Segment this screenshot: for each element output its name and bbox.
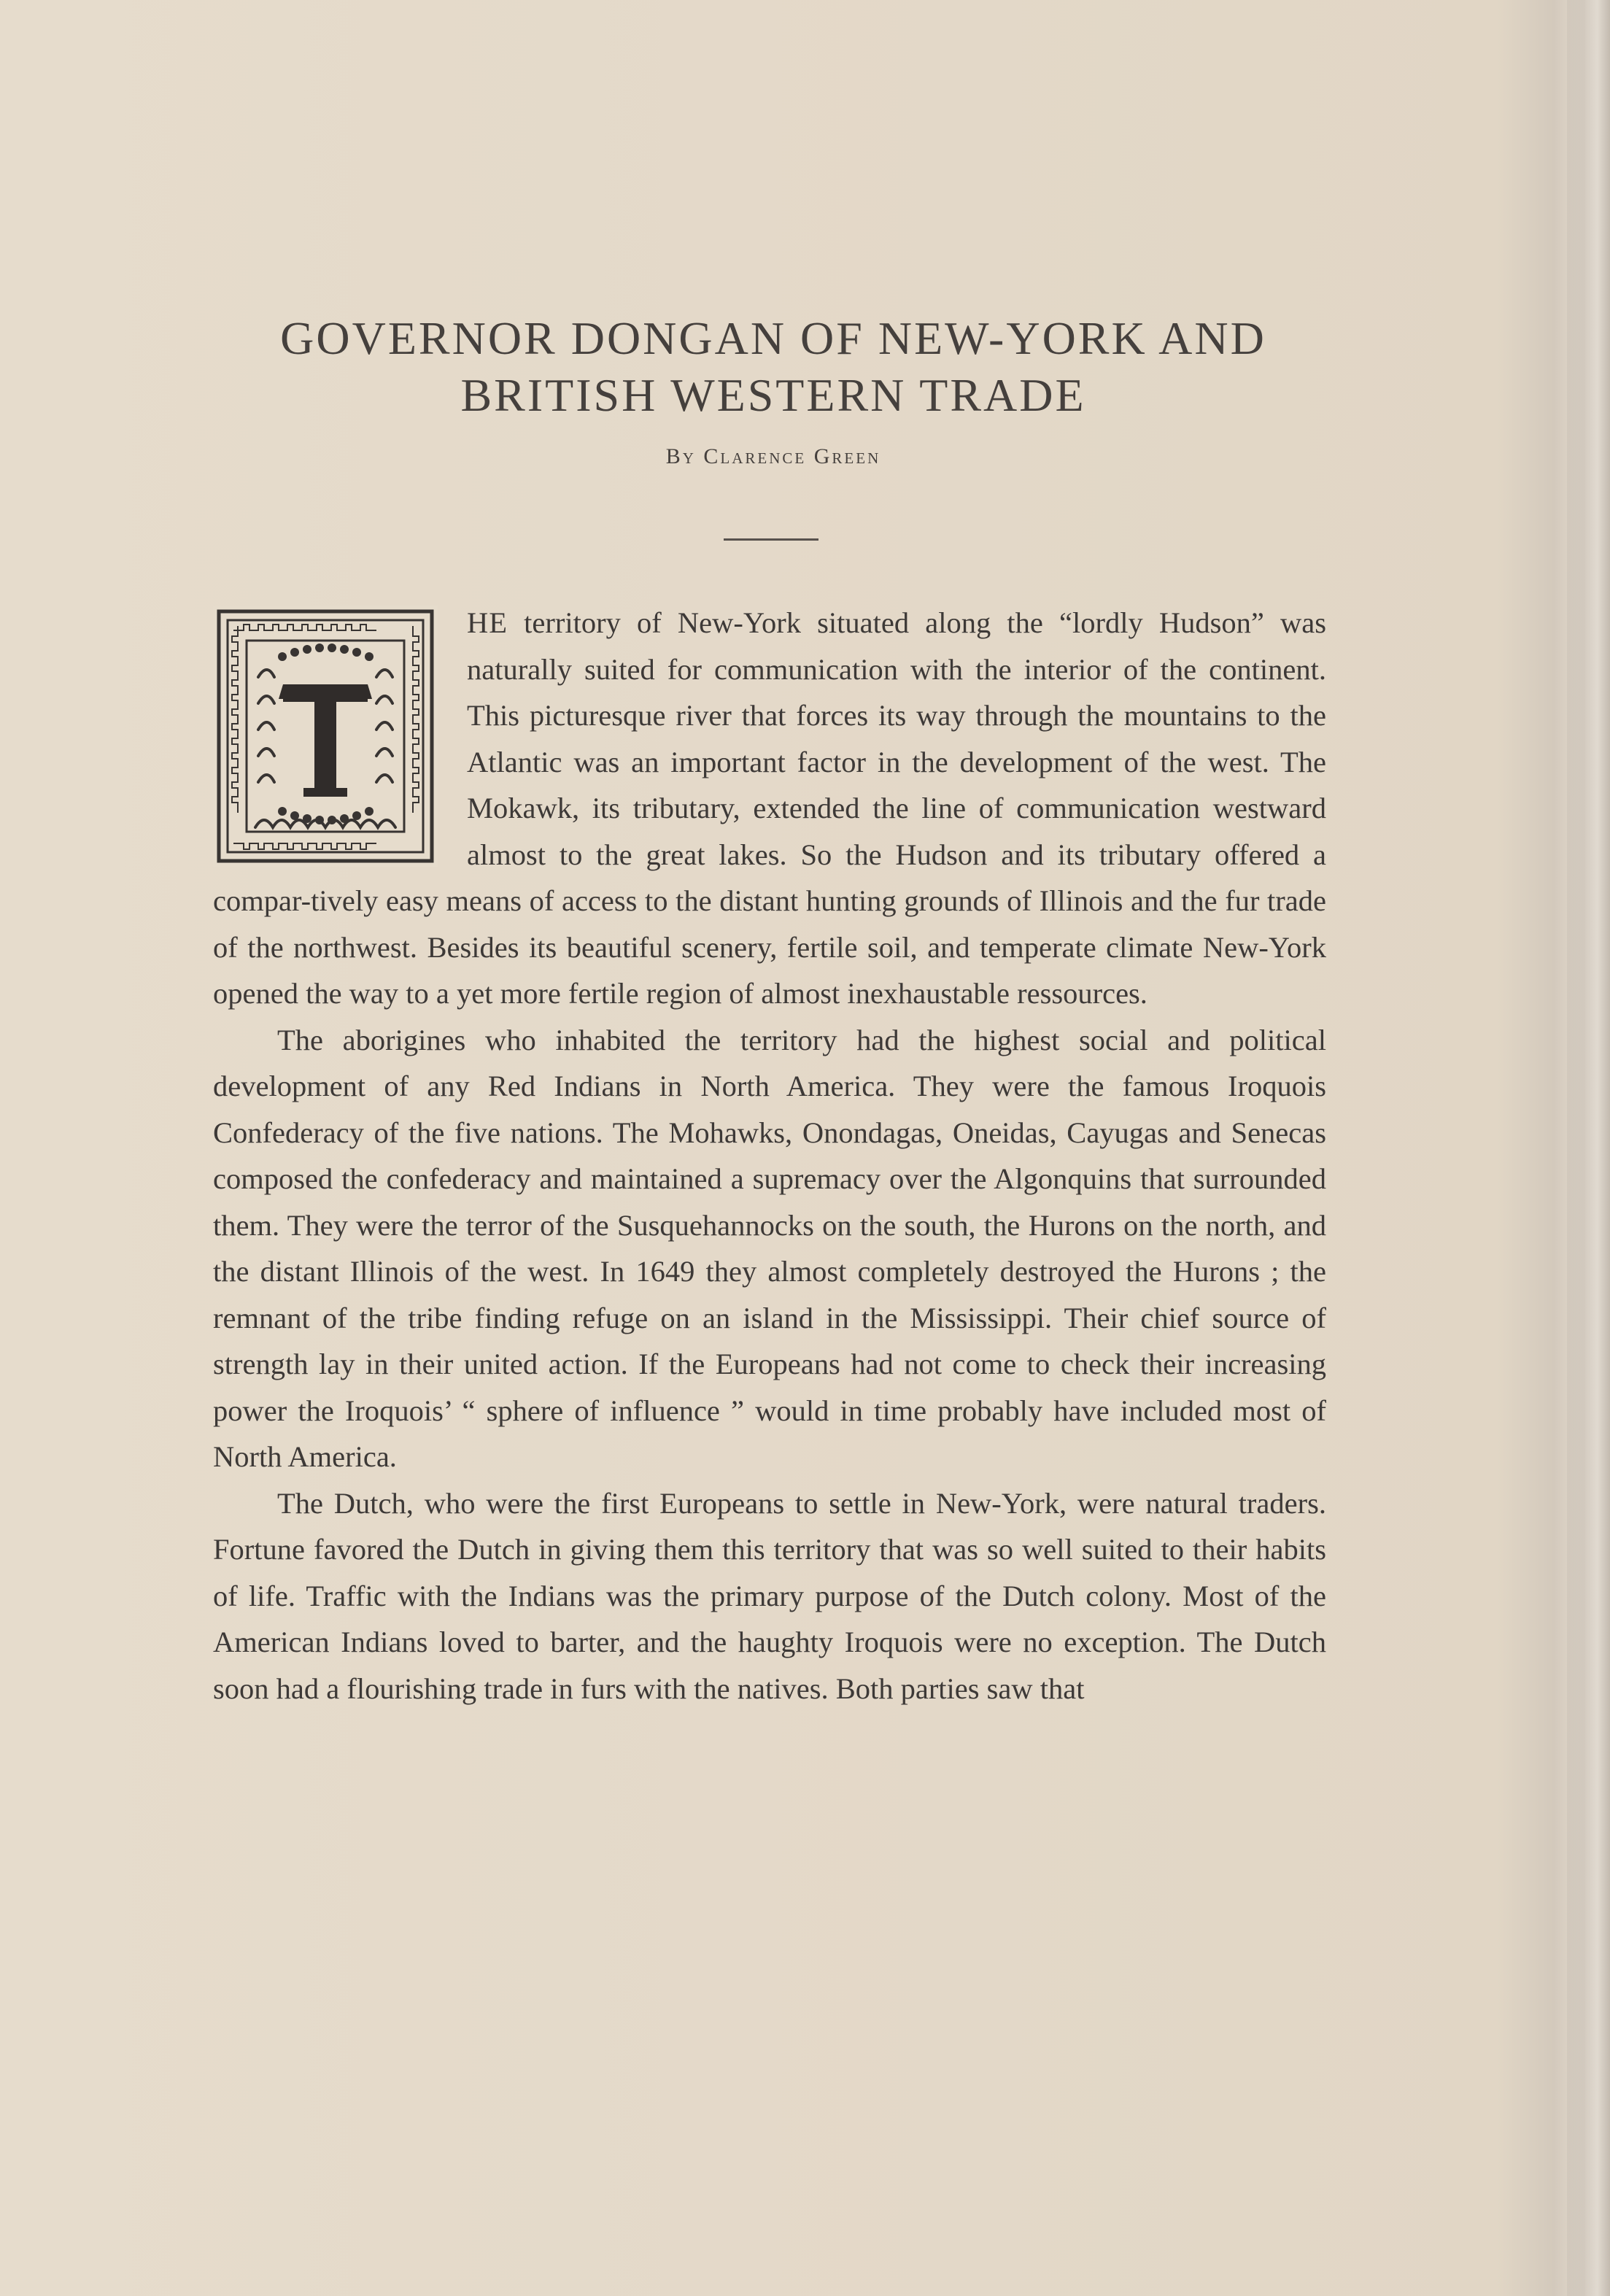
article-body <box>213 600 1326 1712</box>
paragraph-3: The Dutch, who were the first Europeans to settle in New-York, were natural traders. Fortune favored the Dutch in giving them this territory that was so well suited to their habits of life. Traffic with the Indians was the primary purpose of the Dutch colony. Most of the American Indians loved to barter, and the haughty Iroquois were no exception. The Dutch soon had a flourishing trade in furs with the natives. Both parties saw that <box>213 1486 1326 1705</box>
article-byline: By Clarence Green <box>665 444 881 468</box>
article-header <box>146 310 1401 469</box>
article-title-line-2: BRITISH WESTERN TRADE <box>460 369 1086 421</box>
paragraph-1-lead: HE <box>467 606 508 639</box>
article-title-line-1: GOVERNOR DONGAN OF NEW-YORK AND <box>280 312 1266 364</box>
paragraph-1 <box>213 600 1326 1017</box>
page-edge-shadow <box>1567 0 1610 2296</box>
title-divider-rule <box>724 538 818 541</box>
paragraph-2: The aborigines who inhabited the territory had the highest social and political development of any Red Indians in North America. They were the famous Iroquois Confederacy of the five nations. The Mohawks, Onondagas, Oneidas, Cayugas and Senecas composed the confederacy and maintained a supremacy over the Algonquins that surrounded them. They were the terror of the Susquehannocks on the south, the Hurons on the north, and the distant Illinois of the west. In 1649 they almost completely destroyed the Hurons ; the remnant of the tribe finding refuge on an island in the Mississippi. Their chief source of strength lay in their united action. If the Europeans had not come to check their increasing power the Iroquois’ “ sphere of influence ” would in time probably have included most of North America. <box>213 1023 1326 1473</box>
drop-cap-ornament <box>213 606 438 867</box>
paragraph-1-text: territory of New-York situated along the “lordly Hudson” was naturally suited for communication with the interior of the continent. This picturesque river that forces its way through the mountains to the Atlantic was an important factor in the development of the west. The Mokawk, its tributary, extended the line of communication westward almost to the great lakes. So the Hudson and its tributary offered a compar-tively easy means of access to the distant hunting grounds of Illinois and the fur trade of the northwest. Besides its beautiful scenery, fertile soil, and temperate climate New-York opened the way to a yet more fertile region of almost inexhaustable ressources. <box>213 606 1326 1010</box>
